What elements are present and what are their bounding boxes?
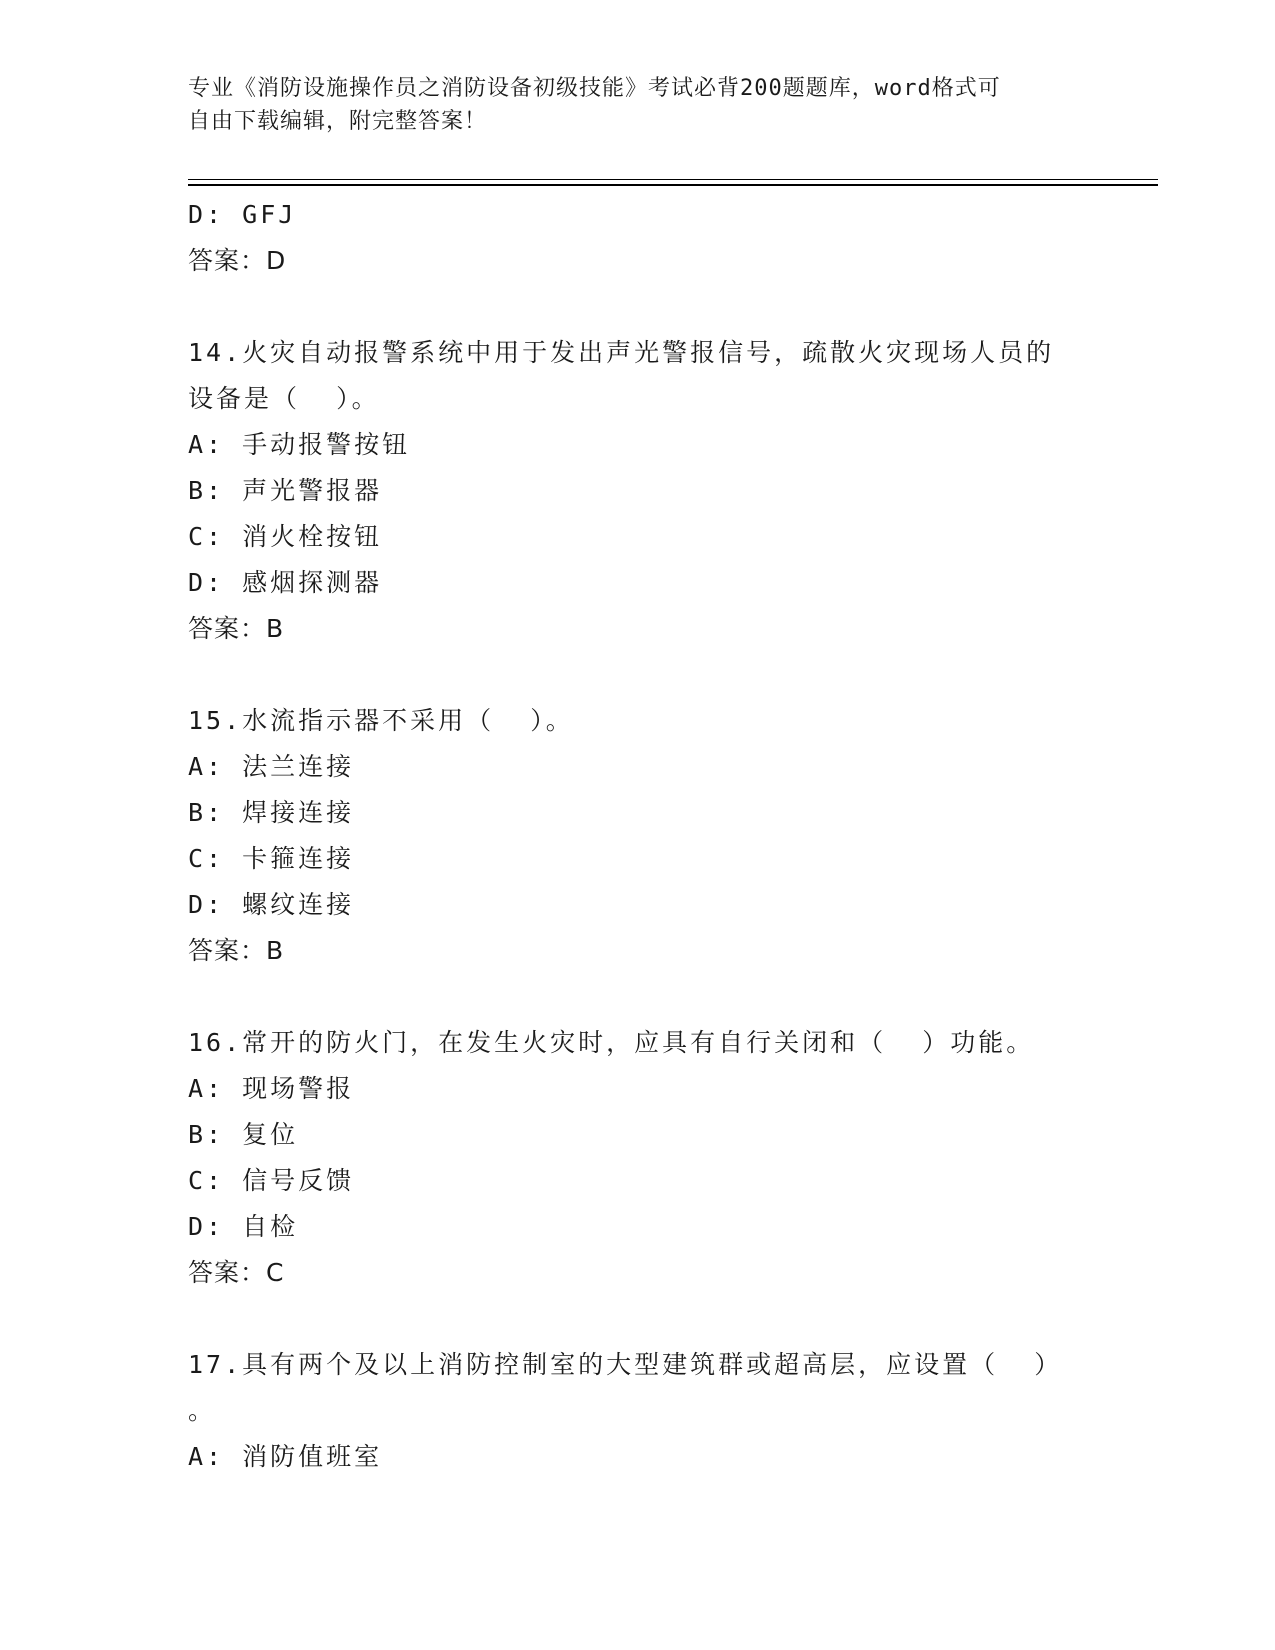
spacer [188, 652, 1088, 698]
option-a: A: 现场警报 [188, 1074, 355, 1103]
answer-line: 答案：D [188, 246, 287, 275]
header-divider-thin [188, 179, 1158, 180]
page-header [188, 72, 1068, 138]
question-text-line-2: 。 [188, 1396, 217, 1425]
option-c: C: 卡箍连接 [188, 844, 355, 873]
spacer [188, 1296, 1088, 1342]
question-17 [188, 1342, 1088, 1480]
answer-line: 答案：C [188, 1258, 285, 1287]
option-c: C: 消火栓按钮 [188, 522, 383, 551]
option-b: B: 声光警报器 [188, 476, 383, 505]
spacer [188, 974, 1088, 1020]
question-text-line-1: 14.火灾自动报警系统中用于发出声光警报信号，疏散火灾现场人员的 [188, 338, 1055, 367]
option-d: D: 自检 [188, 1212, 299, 1241]
previous-question-tail [188, 192, 1088, 284]
question-text-line-2: 设备是（ ）。 [188, 384, 380, 413]
answer-line: 答案：B [188, 936, 285, 965]
option-b: B: 焊接连接 [188, 798, 355, 827]
answer-line: 答案：B [188, 614, 285, 643]
option-a: A: 法兰连接 [188, 752, 355, 781]
question-text-line-1: 15.水流指示器不采用（ ）。 [188, 706, 574, 735]
option-c: C: 信号反馈 [188, 1166, 355, 1195]
question-text-line-1: 16.常开的防火门，在发生火灾时，应具有自行关闭和（ ）功能。 [188, 1028, 1035, 1057]
option-b: B: 复位 [188, 1120, 299, 1149]
question-text-line-1: 17.具有两个及以上消防控制室的大型建筑群或超高层，应设置（ ） [188, 1350, 1063, 1379]
question-list [188, 192, 1088, 1480]
question-14 [188, 330, 1088, 652]
option-d: D: 感烟探测器 [188, 568, 383, 597]
header-divider-thick [188, 184, 1158, 186]
question-15 [188, 698, 1088, 974]
question-16 [188, 1020, 1088, 1296]
option-d: D: 螺纹连接 [188, 890, 355, 919]
spacer [188, 284, 1088, 330]
option-a: A: 消防值班室 [188, 1442, 383, 1471]
header-line-2: 自由下载编辑，附完整答案！ [188, 109, 488, 134]
option-a: A: 手动报警按钮 [188, 430, 411, 459]
header-line-1: 专业《消防设施操作员之消防设备初级技能》考试必背200题题库，word格式可 [188, 76, 1001, 101]
option-d: D: GFJ [188, 200, 297, 229]
